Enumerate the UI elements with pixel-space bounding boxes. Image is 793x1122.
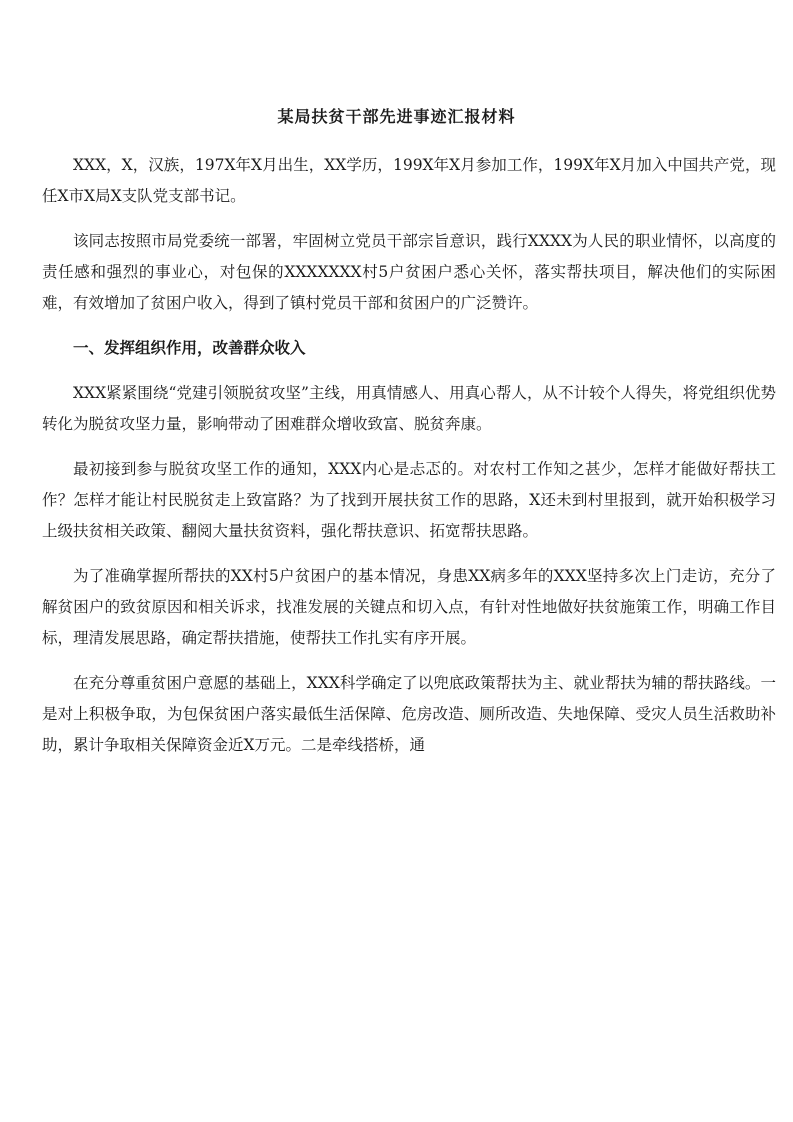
paragraph: 在充分尊重贫困户意愿的基础上，XXX科学确定了以兜底政策帮扶为主、就业帮扶为辅的帮扶路线。一是对上积极争取，为包保贫困户落实最低生活保障、危房改造、厕所改造、失地保障、受灾人员生活救助补助，累计争取相关保障资金近X万元。二是牵线搭桥，通 bbox=[42, 674, 776, 754]
section-heading: 一、发挥组织作用，改善群众收入 bbox=[73, 339, 306, 357]
document-body bbox=[42, 150, 776, 775]
paragraph: 为了准确掌握所帮扶的XX村5户贫困户的基本情况，身患XX病多年的XXX坚持多次上门走访，充分了解贫困户的致贫原因和相关诉求，找准发展的关键点和切入点，有针对性地做好扶贫施策工作，明确工作目标，理清发展思路，确定帮扶措施，使帮扶工作扎实有序开展。 bbox=[42, 567, 776, 647]
document-title: 某局扶贫干部先进事迹汇报材料 bbox=[277, 107, 516, 126]
paragraph-intro: XXX，X，汉族，197X年X月出生，XX学历，199X年X月参加工作，199X年X月加入中国共产党，现任X市X局X支队党支部书记。 bbox=[42, 156, 776, 205]
paragraph: XXX紧紧围绕“党建引领脱贫攻坚”主线，用真情感人、用真心帮人，从不计较个人得失，将党组织优势转化为脱贫攻坚力量，影响带动了困难群众增收致富、脱贫奔康。 bbox=[42, 384, 776, 433]
paragraph: 最初接到参与脱贫攻坚工作的通知，XXX内心是忐忑的。对农村工作知之甚少，怎样才能做好帮扶工作？怎样才能让村民脱贫走上致富路？为了找到开展扶贫工作的思路，X还未到村里报到，就开始积极学习上级扶贫相关政策、翻阅大量扶贫资料，强化帮扶意识、拓宽帮扶思路。 bbox=[42, 460, 776, 540]
paragraph-summary: 该同志按照市局党委统一部署，牢固树立党员干部宗旨意识，践行XXXX为人民的职业情怀，以高度的责任感和强烈的事业心，对包保的XXXXXXX村5户贫困户悉心关怀，落实帮扶项目，解决他们的实际困难，有效增加了贫困户收入，得到了镇村党员干部和贫困户的广泛赞许。 bbox=[42, 232, 776, 312]
